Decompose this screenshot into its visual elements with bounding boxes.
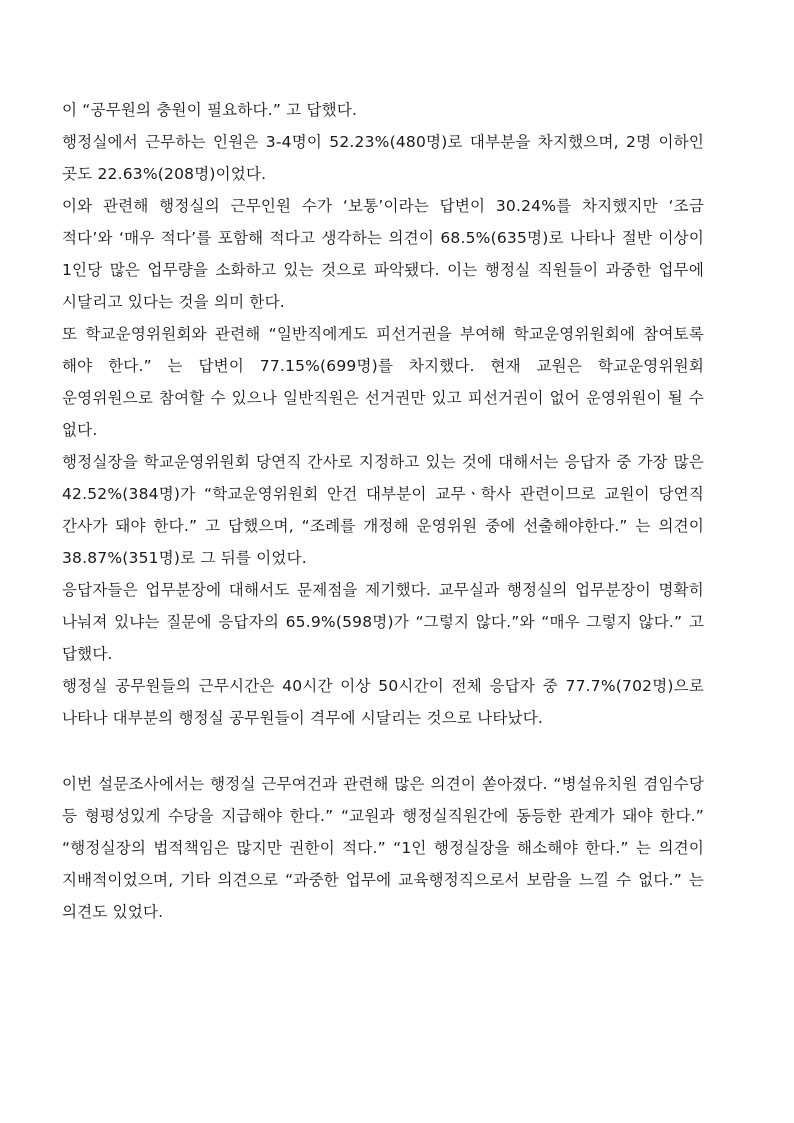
- paragraph-1: 이 “공무원의 충원이 필요하다.” 고 답했다.: [62, 101, 358, 119]
- paragraph-2: 행정실에서 근무하는 인원은 3-4명이 52.23%(480명)로 대부분을 차지했으며, 2명 이하인 곳도 22.63%(208명)이었다.: [62, 133, 704, 183]
- paragraph-gap: [62, 734, 704, 768]
- paragraph-7: 행정실 공무원들의 근무시간은 40시간 이상 50시간이 전체 응답자 중 77.7%(702명)으로 나타나 대부분의 행정실 공무원들이 격무에 시달리는 것으로 나타났다.: [62, 677, 704, 727]
- paragraph-8: 이번 설문조사에서는 행정실 근무여건과 관련해 많은 의견이 쏟아졌다. “병설유치원 겸임수당 등 형평성있게 수당을 지급해야 한다.” “교원과 행정실직원간에 동등한 관계가 돼야 한다.” “행정실장의 법적책임은 많지만 권한이 적다.” “1인 행정실장을 해소해야 한다.” 는 의견이 지배적이었으며, 기타 의견으로 “과중한 업무에 교육행정직으로서 보람을 느낄 수 없다.” 는 의견도 있었다.: [62, 775, 704, 921]
- paragraph-4: 또 학교운영위원회와 관련해 “일반직에게도 피선거권을 부여해 학교운영위원회에 참여토록 해야 한다.” 는 답변이 77.15%(699명)를 차지했다. 현재 교원은 학교운영위원회 운영위원으로 참여할 수 있으나 일반직원은 선거권만 있고 피선거권이 없어 운영위원이 될 수 없다.: [62, 325, 704, 439]
- paragraph-6: 응답자들은 업무분장에 대해서도 문제점을 제기했다. 교무실과 행정실의 업무분장이 명확히 나눠져 있냐는 질문에 응답자의 65.9%(598명)가 “그렇지 않다.”와 “매우 그렇지 않다.” 고 답했다.: [62, 581, 704, 663]
- paragraph-5: 행정실장을 학교운영위원회 당연직 간사로 지정하고 있는 것에 대해서는 응답자 중 가장 많은 42.52%(384명)가 “학교운영위원회 안건 대부분이 교무ㆍ학사 관련이므로 교원이 당연직 간사가 돼야 한다.” 고 답했으며, “조례를 개정해 운영위원 중에 선출해야한다.” 는 의견이 38.87%(351명)로 그 뒤를 이었다.: [62, 453, 704, 567]
- paragraph-3: 이와 관련해 행정실의 근무인원 수가 ‘보통’이라는 답변이 30.24%를 차지했지만 ‘조금 적다’와 ‘매우 적다’를 포함해 적다고 생각하는 의견이 68.5%(635명)로 나타나 절반 이상이 1인당 많은 업무량을 소화하고 있는 것으로 파악됐다. 이는 행정실 직원들이 과중한 업무에 시달리고 있다는 것을 의미 한다.: [62, 197, 704, 311]
- document-body: [62, 94, 704, 928]
